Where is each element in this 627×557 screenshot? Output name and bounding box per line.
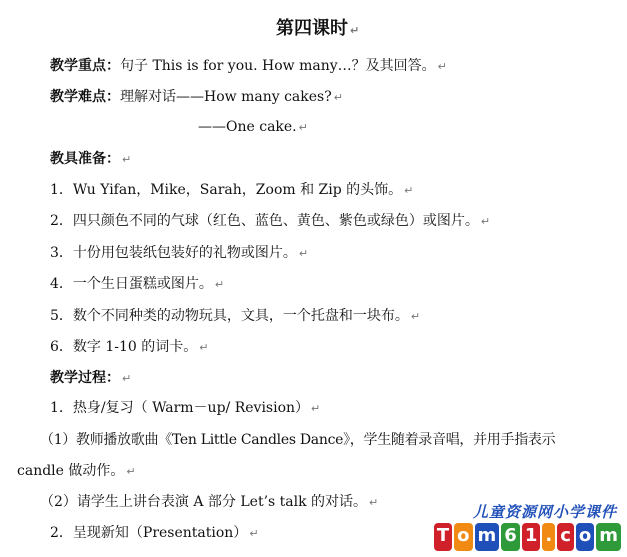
doc-line [17,461,136,482]
doc-line [50,337,208,358]
paragraph-mark-icon: ↵ [480,215,491,228]
paragraph-mark-icon: ↵ [404,184,414,197]
page-title [276,16,359,44]
watermark-char: 1 [522,523,541,551]
doc-line [50,56,447,77]
doc-line [40,492,378,513]
paragraph-mark-icon: ↵ [214,278,225,291]
paragraph-mark-icon: ↵ [298,247,309,260]
paragraph-mark-icon: ↵ [311,402,321,415]
line-label: 教具准备： [50,151,120,167]
watermark-char: c [557,523,574,551]
doc-line [50,149,131,170]
line-text: （2）请学生上讲台表演 A 部分 Let’s talk 的对话。 [40,494,368,510]
line-text: （1）教师播放歌曲《Ten Little Candles Dance》，学生随着录音唱，并用手指表示 [40,432,556,448]
line-text: 句子 This is for you. How many…？及其回答。 [120,58,436,74]
watermark-char: o [576,523,594,551]
watermark-char: o [454,523,472,551]
line-label: 教学难点： [50,89,120,105]
line-text: 6．数字 1-10 的词卡。 [50,339,198,355]
watermark-char: . [542,523,555,551]
line-text: 1．热身/复习（ Warm－up/ Revision） [50,400,310,416]
line-text: 3．十份用包装纸包装好的礼物或图片。 [50,245,297,261]
paragraph-mark-icon: ↵ [410,310,421,323]
doc-line [50,211,490,232]
paragraph-mark-icon: ↵ [350,24,360,37]
doc-line [50,398,320,419]
doc-line [50,523,259,544]
doc-line [50,274,224,295]
line-text: 2．四只颜色不同的气球（红色、蓝色、黄色、紫色或绿色）或图片。 [50,213,479,229]
watermark-domain [434,523,621,551]
title-text: 第四课时 [276,18,348,39]
line-text: 理解对话——How many cakes? [120,89,332,105]
doc-line [50,180,413,201]
paragraph-mark-icon: ↵ [122,372,132,385]
paragraph-mark-icon: ↵ [122,153,132,166]
watermark-char: m [596,523,621,551]
doc-line [50,87,343,108]
paragraph-mark-icon: ↵ [333,91,343,104]
line-text: candle 做动作。 [17,463,125,479]
doc-line [198,117,308,138]
line-text: 5．数个不同种类的动物玩具，文具，一个托盘和一块布。 [50,308,409,324]
paragraph-mark-icon: ↵ [199,341,209,354]
line-text: 1．Wu Yifan，Mike，Sarah，Zoom 和 Zip 的头饰。 [50,182,403,198]
paragraph-mark-icon: ↵ [298,121,308,134]
doc-line [40,430,555,450]
watermark-char: m [475,523,500,551]
watermark-title: 儿童资源网小学课件 [472,503,617,521]
paragraph-mark-icon: ↵ [249,527,259,540]
line-text: 2．呈现新知（Presentation） [50,525,248,541]
watermark-char: 6 [501,523,520,551]
line-label: 教学过程： [50,370,120,386]
line-text: 4．一个生日蛋糕或图片。 [50,276,213,292]
doc-line [50,306,420,327]
doc-line [50,368,131,389]
paragraph-mark-icon: ↵ [437,60,447,73]
site-watermark-logo [421,501,621,553]
paragraph-mark-icon: ↵ [126,465,136,478]
line-label: 教学重点： [50,58,120,74]
doc-line [50,243,308,264]
watermark-char: T [434,523,452,551]
paragraph-mark-icon: ↵ [369,496,379,509]
line-text: ——One cake. [198,119,297,135]
